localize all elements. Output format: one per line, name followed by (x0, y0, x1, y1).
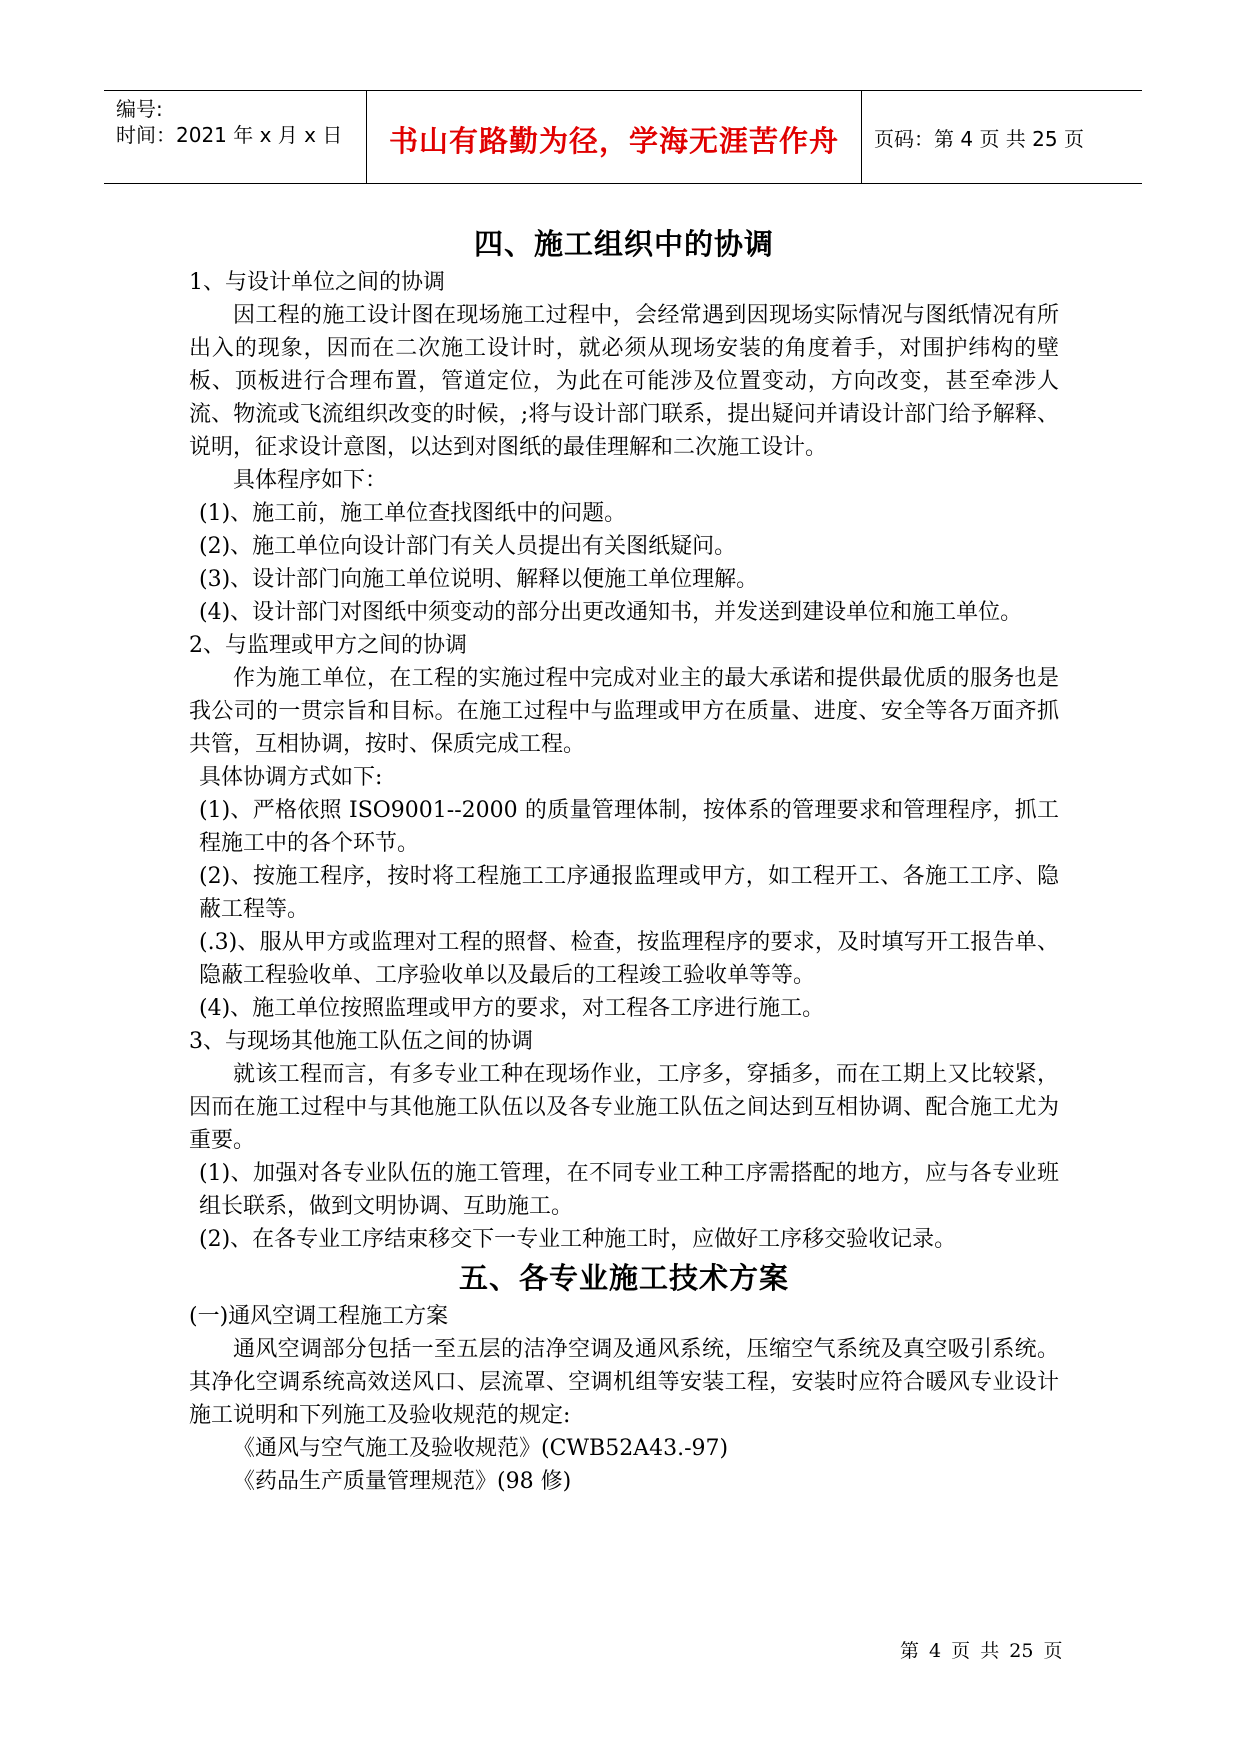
subsection-heading-4-2: 2、与监理或甲方之间的协调 (189, 633, 467, 658)
list-item: (1)、加强对各专业队伍的施工管理，在不同专业工种工序需搭配的地方，应与各专业班组长联系，做到文明协调、互助施工。 (199, 1161, 1059, 1219)
list-item: (1)、严格依照 ISO9001--2000 的质量管理体制，按体系的管理要求和管理程序，抓工程施工中的各个环节。 (199, 798, 1059, 856)
subsection-heading-5-1: (一)通风空调工程施工方案 (189, 1304, 449, 1329)
subsection-heading-4-3: 3、与现场其他施工队伍之间的协调 (189, 1029, 533, 1054)
header-motto: 书山有路勤为径，学海无涯苦作舟 (388, 124, 839, 158)
list-item: (4)、施工单位按照监理或甲方的要求，对工程各工序进行施工。 (199, 996, 825, 1021)
header-page-number: 页码：第 4 页 共 25 页 (874, 127, 1084, 151)
paragraph: 就该工程而言，有多专业工种在现场作业，工序多，穿插多，而在工期上又比较紧，因而在施工过程中与其他施工队伍以及各专业施工队伍之间达到互相协调、配合施工尤为重要。 (189, 1062, 1059, 1153)
header-motto-cell (367, 91, 862, 183)
section-title-5: 五、各专业施工技术方案 (458, 1261, 789, 1295)
list-item: (1)、施工前，施工单位查找图纸中的问题。 (199, 501, 627, 526)
list-item: (.3)、服从甲方或监理对工程的照督、检查，按监理程序的要求，及时填写开工报告单、隐蔽工程验收单、工序验收单以及最后的工程竣工验收单等等。 (199, 930, 1059, 988)
header-meta-cell (104, 91, 367, 183)
paragraph: 因工程的施工设计图在现场施工过程中，会经常遇到因现场实际情况与图纸情况有所出入的现象，因而在二次施工设计时，就必须从现场安装的角度着手，对围护纬构的壁板、顶板进行合理布置，管道定位，为此在可能涉及位置变动，方向改变，甚至牵涉人流、物流或飞流组织改变的时候，;将与设计部门联系，提出疑问并请设计部门给予解释、说明，征求设计意图，以达到对图纸的最佳理解和二次施工设计。 (189, 303, 1059, 460)
paragraph: 通风空调部分包括一至五层的洁净空调及通风系统，压缩空气系统及真空吸引系统。其净化空调系统高效送风口、层流罩、空调机组等安装工程，安装时应符合暖风专业设计施工说明和下列施工及验收规范的规定: (189, 1337, 1059, 1428)
standard-reference: 《通风与空气施工及验收规范》(CWB52A43.-97) (233, 1436, 729, 1461)
list-item: (2)、施工单位向设计部门有关人员提出有关图纸疑问。 (199, 534, 737, 559)
list-item: (2)、按施工程序，按时将工程施工工序通报监理或甲方，如工程开工、各施工工序、隐蔽工程等。 (199, 864, 1059, 922)
document-number-label: 编号: (116, 97, 163, 121)
page-footer-number: 第 4 页 共 25 页 (900, 1640, 1063, 1662)
page-header (104, 90, 1142, 184)
header-page-cell (862, 91, 1142, 183)
paragraph: 具体程序如下： (233, 468, 388, 493)
paragraph: 具体协调方式如下: (199, 765, 383, 790)
list-item: (2)、在各专业工序结束移交下一专业工种施工时，应做好工序移交验收记录。 (199, 1227, 957, 1252)
document-time-label: 时间：2021 年 x 月 x 日 (116, 123, 343, 147)
subsection-heading-4-1: 1、与设计单位之间的协调 (189, 270, 445, 295)
list-item: (3)、设计部门向施工单位说明、解释以便施工单位理解。 (199, 567, 759, 592)
standard-reference: 《药品生产质量管理规范》(98 修) (233, 1469, 572, 1494)
list-item: (4)、设计部门对图纸中须变动的部分出更改通知书，并发送到建设单位和施工单位。 (199, 600, 1023, 625)
paragraph: 作为施工单位，在工程的实施过程中完成对业主的最大承诺和提供最优质的服务也是我公司的一贯宗旨和目标。在施工过程中与监理或甲方在质量、进度、安全等各万面齐抓共管，互相协调，按时、保质完成工程。 (189, 666, 1059, 757)
section-title-4: 四、施工组织中的协调 (473, 227, 774, 261)
document-body (189, 222, 1059, 1498)
